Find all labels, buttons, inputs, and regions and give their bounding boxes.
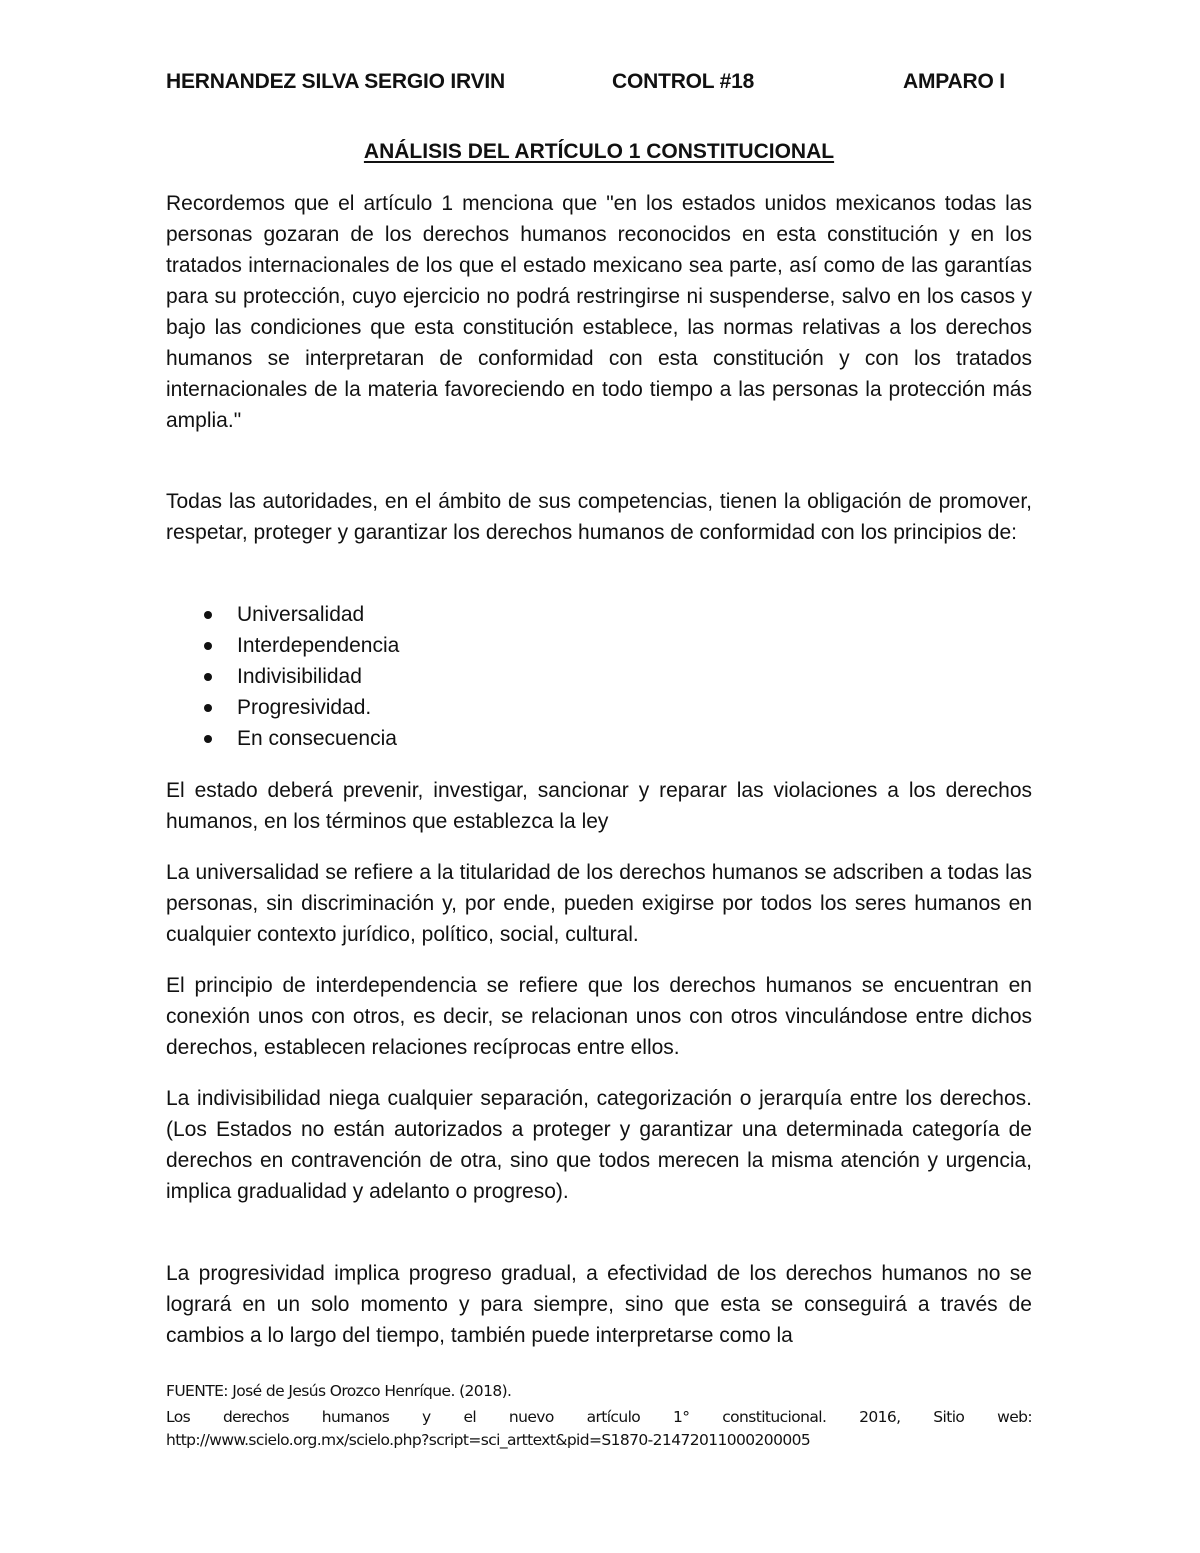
bullet-icon	[204, 611, 212, 619]
paragraph-state-duty: El estado deberá prevenir, investigar, sancionar y reparar las violaciones a los derechos humanos, en los términos que establezca la ley	[166, 779, 1032, 833]
bullet-icon	[204, 704, 212, 712]
bullet-icon	[204, 642, 212, 650]
paragraph-universality: La universalidad se refiere a la titularidad de los derechos humanos se adscriben a todas las personas, sin discriminación y, por ende, pueden exigirse por todos los seres humanos en cualquier contexto jurídico, político, social, cultural.	[166, 861, 1032, 946]
list-item: Indivisibilidad	[166, 661, 1032, 692]
paragraph-indivisibility: La indivisibilidad niega cualquier separación, categorización o jerarquía entre los derechos. (Los Estados no están autorizados a proteger y garantizar una determinada categoría de derechos en contravención de otra, sino que todos merecen la misma atención y urgencia, implica gradualidad y adelanto o progreso).	[166, 1087, 1032, 1203]
source-author: FUENTE: José de Jesús Orozco Henríque. (2018).	[166, 1382, 512, 1400]
bullet-icon	[204, 735, 212, 743]
paragraph-interdependence: El principio de interdependencia se refiere que los derechos humanos se encuentran en conexión unos con otros, es decir, se relacionan unos con otros vinculándose entre dichos derechos, establecen relaciones recíprocas entre ellos.	[166, 974, 1032, 1059]
paragraph-article-quote: Recordemos que el artículo 1 menciona que "en los estados unidos mexicanos todas las personas gozaran de los derechos humanos reconocidos en esta constitución y en los tratados internacionales de los que el estado mexicano sea parte, así como de las garantías para su protección, cuyo ejercicio no podrá restringirse ni suspenderse, salvo en los casos y bajo las condiciones que esta constitución establece, las normas relativas a los derechos humanos se interpretaran de conformidad con esta constitución y con los tratados internacionales de la materia favoreciendo en todo tiempo a las personas la protección más amplia."	[166, 192, 1032, 432]
control-number: CONTROL #18	[612, 70, 755, 93]
list-item: Progresividad.	[166, 692, 1032, 723]
source-footer	[166, 1380, 1032, 1452]
source-url-link[interactable]: http://www.scielo.org.mx/scielo.php?script=sci_arttext&pid=S1870-21472011000200005	[166, 1431, 811, 1449]
document-title: ANÁLISIS DEL ARTÍCULO 1 CONSTITUCIONAL	[363, 140, 835, 163]
list-item: En consecuencia	[166, 723, 1032, 754]
list-item: Interdependencia	[166, 630, 1032, 661]
list-item: Universalidad	[166, 599, 1032, 630]
paragraph-authorities-obligation: Todas las autoridades, en el ámbito de sus competencias, tienen la obligación de promover, respetar, proteger y garantizar los derechos humanos de conformidad con los principios de:	[166, 490, 1032, 544]
paragraph-progressivity: La progresividad implica progreso gradual, a efectividad de los derechos humanos no se logrará en un solo momento y para siempre, sino que esta se conseguirá a través de cambios a lo largo del tiempo, también puede interpretarse como la	[166, 1262, 1032, 1347]
subject-name: AMPARO I	[903, 70, 1005, 93]
bullet-icon	[204, 673, 212, 681]
student-name: HERNANDEZ SILVA SERGIO IRVIN	[166, 70, 505, 93]
document-header	[166, 70, 1032, 100]
source-citation: Los derechos humanos y el nuevo artículo 1° constitucional. 2016, Sitio web:	[166, 1408, 1032, 1426]
principles-list	[166, 599, 1032, 754]
